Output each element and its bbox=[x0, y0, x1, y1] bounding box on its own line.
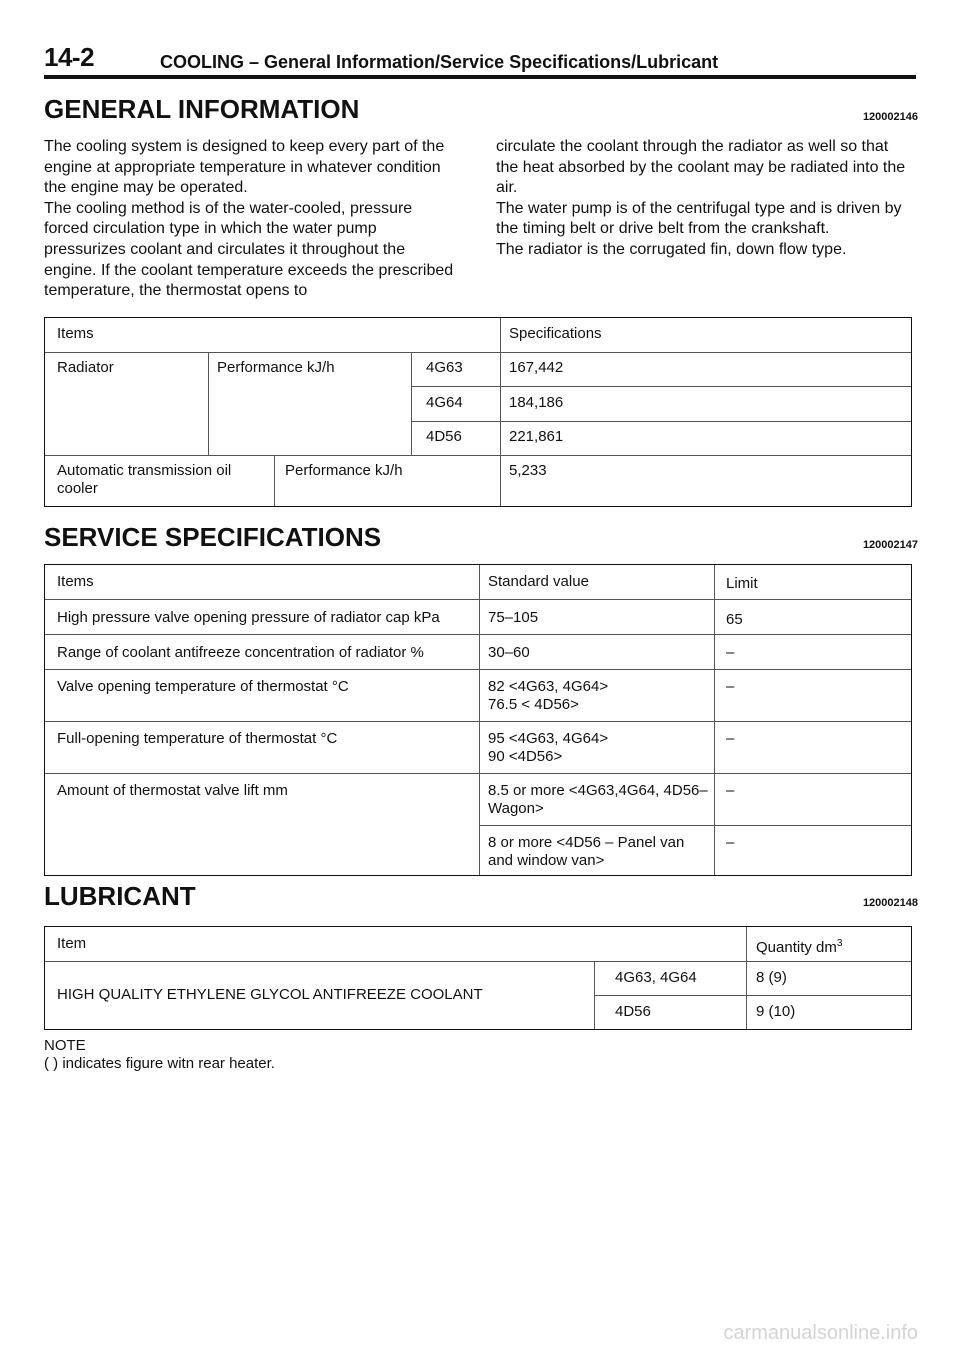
service-spec-table bbox=[44, 564, 912, 876]
quantity-cell: 8 (9) bbox=[756, 969, 787, 986]
general-info-paragraph: The water pump is of the centrifugal type and is driven by the timing belt or drive belt from the crankshaft. bbox=[496, 199, 902, 238]
table-header-items: Items bbox=[57, 573, 94, 590]
general-information-title: GENERAL INFORMATION bbox=[44, 94, 360, 124]
table-header-limit: Limit bbox=[726, 575, 758, 592]
engine-cell: 4D56 bbox=[426, 428, 462, 445]
engine-cell: 4D56 bbox=[615, 1003, 651, 1020]
page-number: 14-2 bbox=[44, 42, 95, 72]
spec-item-cell: Valve opening temperature of thermostat °C bbox=[57, 678, 349, 695]
standard-value-cell: 8 or more <4D56 – Panel van and window van> bbox=[488, 834, 685, 869]
general-info-paragraph: circulate the coolant through the radiator as well so that the heat absorbed by the coolant may be radiated into the air. bbox=[496, 138, 906, 197]
watermark: carmanualsonline.info bbox=[723, 1322, 918, 1344]
quantity-unit-superscript: 3 bbox=[836, 938, 843, 949]
standard-value-cell: 8.5 or more <4G63,4G64, 4D56–Wagon> bbox=[488, 782, 708, 817]
table-header-quantity bbox=[756, 935, 842, 957]
header-rule bbox=[44, 75, 916, 79]
spec-value-cell: 221,861 bbox=[509, 428, 564, 445]
general-info-right-column bbox=[496, 137, 908, 261]
standard-value-cell: 30–60 bbox=[488, 644, 530, 661]
service-specifications-title: SERVICE SPECIFICATIONS bbox=[44, 522, 382, 552]
performance-label: Performance kJ/h bbox=[217, 359, 335, 376]
table-header-item: Item bbox=[57, 935, 87, 952]
standard-value-cell: 75–105 bbox=[488, 609, 539, 626]
note-block bbox=[44, 1037, 275, 1073]
lubricant-title: LUBRICANT bbox=[44, 881, 196, 911]
atf-cooler-label: Automatic transmission oil cooler bbox=[57, 462, 232, 497]
quantity-cell: 9 (10) bbox=[756, 1003, 796, 1020]
engine-cell: 4G63 bbox=[426, 359, 463, 376]
table-header-standard: Standard value bbox=[488, 573, 589, 590]
limit-value-cell: – bbox=[726, 644, 735, 661]
spec-item-cell: Range of coolant antifreeze concentration of radiator % bbox=[57, 644, 424, 661]
engine-cell: 4G64 bbox=[426, 394, 463, 411]
lubricant-item-cell: HIGH QUALITY ETHYLENE GLYCOL ANTIFREEZE COOLANT bbox=[57, 986, 483, 1003]
atf-value-cell: 5,233 bbox=[509, 462, 547, 479]
limit-value-cell: – bbox=[726, 782, 735, 799]
standard-value-cell: 82 <4G63, 4G64> 76.5 < 4D56> bbox=[488, 678, 609, 713]
table-header-items: Items bbox=[57, 325, 94, 342]
service-specifications-code: 120002147 bbox=[862, 539, 918, 551]
general-info-paragraph: The cooling method is of the water-cooled, pressure forced circulation type in which the water pump pressurizes coolant and circulates it throughout the engine. If the coolant temperature exceeds the prescribed temperature, the thermostat opens to bbox=[44, 199, 454, 300]
limit-value-cell: – bbox=[726, 834, 735, 851]
quantity-header-label: Quantity dm bbox=[756, 939, 837, 956]
lubricant-code: 120002148 bbox=[862, 897, 918, 909]
spec-value-cell: 184,186 bbox=[509, 394, 564, 411]
page-header-title: COOLING – General Information/Service Specifications/Lubricant bbox=[160, 52, 719, 72]
limit-value-cell: 65 bbox=[726, 611, 743, 628]
atf-performance-label: Performance kJ/h bbox=[285, 462, 403, 479]
engine-cell: 4G63, 4G64 bbox=[615, 969, 697, 986]
general-info-paragraph: The cooling system is designed to keep every part of the engine at appropriate temperature in whatever condition the engine may be operated. bbox=[44, 138, 445, 197]
spec-item-cell: Full-opening temperature of thermostat °C bbox=[57, 730, 338, 747]
table-header-specifications: Specifications bbox=[509, 325, 602, 342]
general-info-paragraph: The radiator is the corrugated fin, down flow type. bbox=[496, 240, 847, 258]
limit-value-cell: – bbox=[726, 730, 735, 747]
spec-item-cell: High pressure valve opening pressure of radiator cap kPa bbox=[57, 609, 440, 626]
lubricant-table bbox=[44, 926, 912, 1030]
standard-value-cell: 95 <4G63, 4G64> 90 <4D56> bbox=[488, 730, 609, 765]
general-info-left-column bbox=[44, 137, 456, 302]
limit-value-cell: – bbox=[726, 678, 735, 695]
spec-value-cell: 167,442 bbox=[509, 359, 564, 376]
note-text: ( ) indicates figure witn rear heater. bbox=[44, 1055, 275, 1072]
radiator-label: Radiator bbox=[57, 359, 114, 376]
note-label: NOTE bbox=[44, 1037, 86, 1054]
general-information-code: 120002146 bbox=[862, 111, 918, 123]
general-info-table bbox=[44, 317, 912, 507]
spec-item-cell: Amount of thermostat valve lift mm bbox=[57, 782, 288, 799]
